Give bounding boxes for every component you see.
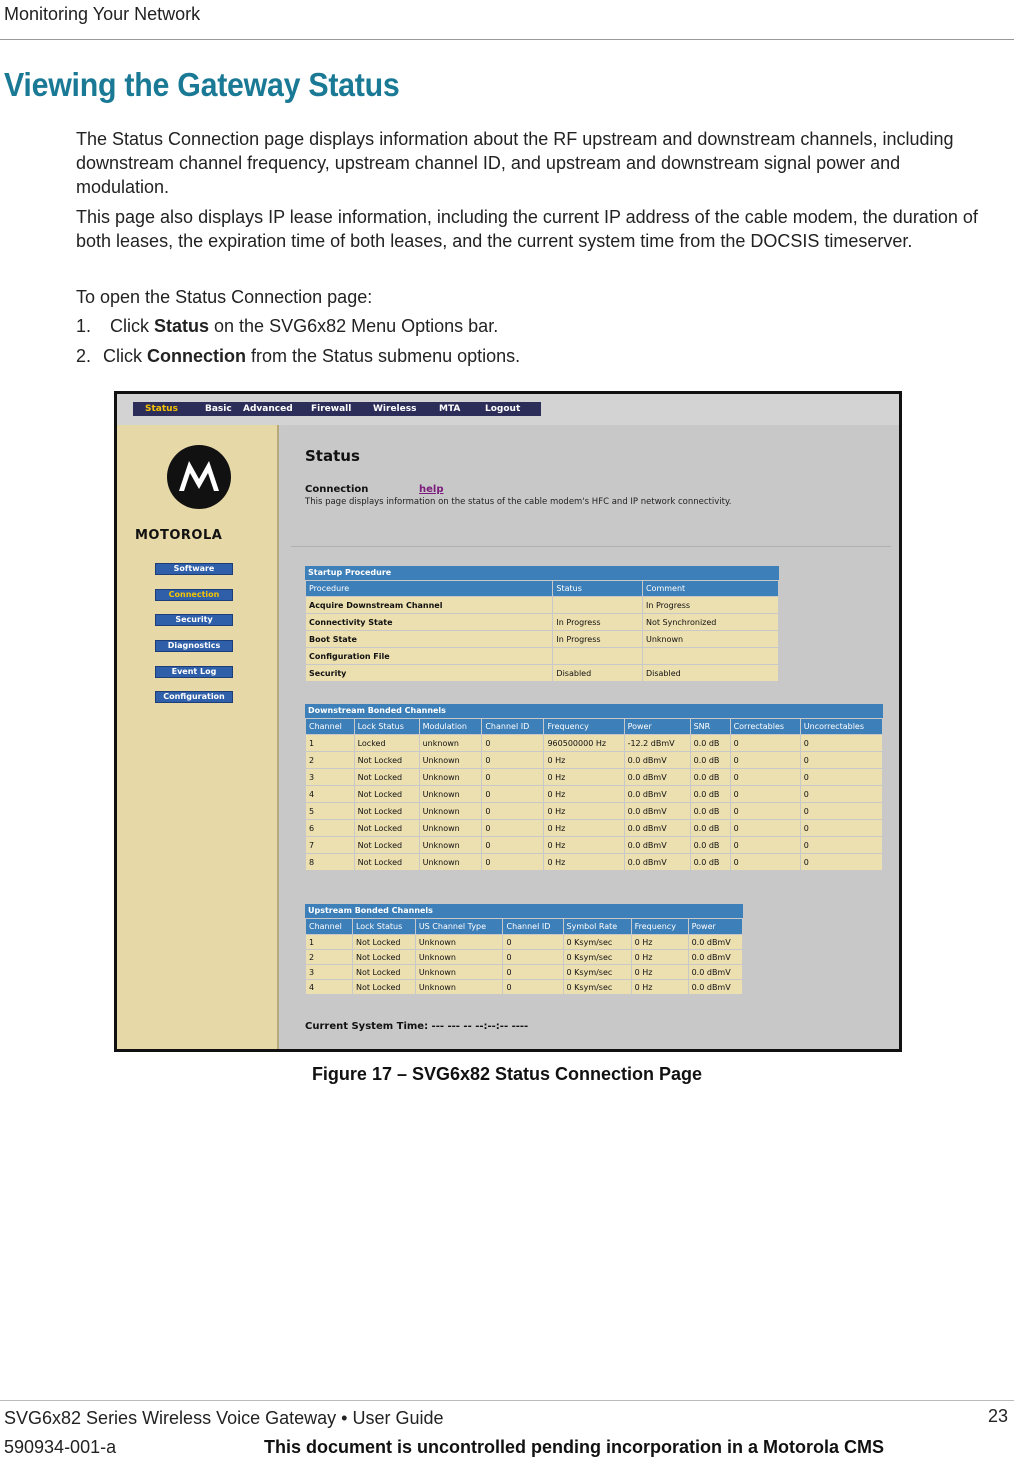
footer-notice: This document is uncontrolled pending incorporation in a Motorola CMS [264,1437,884,1457]
table-cell: Not Locked [353,980,415,994]
nav-software-button[interactable]: Software [155,563,233,575]
table-cell: 0 [503,950,562,964]
table-cell: 3 [306,769,354,785]
table-cell: 0 [801,803,882,819]
table-cell: Unknown [420,803,482,819]
table-cell: 0 Ksym/sec [564,980,631,994]
brand-name: MOTOROLA [135,528,223,543]
step-text-bold: Connection [147,346,246,366]
table-cell: 0.0 dB [691,837,730,853]
table-cell: 0.0 dBmV [689,950,742,964]
table-cell: 0 [482,769,543,785]
column-header: Channel ID [482,719,543,734]
table-cell: 0 [731,837,800,853]
table-title: Upstream Bonded Channels [305,904,743,918]
menu-logout[interactable]: Logout [485,404,521,414]
table-cell: Unknown [416,950,503,964]
table-cell: Unknown [416,935,503,949]
system-time: Current System Time: --- --- -- --:--:-- ---- [305,1021,529,1032]
left-navigation [117,425,279,1052]
step-number: 2. [76,346,92,366]
table-cell: 0.0 dB [691,735,730,751]
page-description: This page displays information on the status of the cable modem's HFC and IP network connectivity. [305,497,732,507]
table-row [306,803,882,819]
table-cell: 2 [306,950,352,964]
table-row [306,950,742,964]
table-cell: In Progress [643,597,778,613]
table-row [306,965,742,979]
table-cell: 0 [503,965,562,979]
table-cell: 0 [482,820,543,836]
table-cell: Unknown [420,769,482,785]
table-row [306,980,742,994]
column-header: Channel [306,919,352,934]
table-header-row [306,581,778,596]
table-cell: Boot State [306,631,552,647]
table-header-row [306,919,742,934]
column-header: Uncorrectables [801,719,882,734]
table-title: Downstream Bonded Channels [305,704,883,718]
table-cell: Not Synchronized [643,614,778,630]
header-rule [0,39,1014,40]
column-header: Procedure [306,581,552,596]
table-header-row [306,719,882,734]
table-cell: Unknown [420,820,482,836]
table-cell: 0.0 dB [691,752,730,768]
table-cell: 0 [801,752,882,768]
table-cell: Connectivity State [306,614,552,630]
table-cell: 0.0 dBmV [689,935,742,949]
table-row [306,648,778,664]
column-header: Symbol Rate [564,919,631,934]
table-cell: 0 [801,854,882,870]
status-connection-screenshot [114,391,902,1052]
table-cell: 0 Hz [544,854,623,870]
motorola-logo-icon [167,445,231,509]
table-cell: Not Locked [353,935,415,949]
downstream-channels-table [305,704,883,871]
column-header: Channel [306,719,354,734]
menu-wireless[interactable]: Wireless [373,404,417,414]
paragraph-3: To open the Status Connection page: [76,287,373,307]
column-header: Channel ID [503,919,562,934]
table-cell: 0 [731,786,800,802]
table-cell: 0 [482,752,543,768]
column-header: Lock Status [353,919,415,934]
menu-options-bar [133,402,541,416]
table-cell: 0.0 dB [691,803,730,819]
paragraph-1: The Status Connection page displays information about the RF upstream and downstream channels, including downstream channel frequency, upstream channel ID, and upstream and downstream signal power and modulation. [76,129,954,197]
table-cell: 0 Hz [632,965,688,979]
table-cell: 0.0 dB [691,854,730,870]
table-cell: Unknown [416,980,503,994]
table-cell: 0 [731,769,800,785]
table-row [306,614,778,630]
table-cell: 0.0 dBmV [625,786,690,802]
nav-diagnostics-button[interactable]: Diagnostics [155,640,233,652]
table-cell: 0 [731,820,800,836]
step-text-pre: Click [103,346,147,366]
table-cell: unknown [420,735,482,751]
menu-advanced[interactable]: Advanced [243,404,293,414]
table-cell: Not Locked [355,820,419,836]
table-cell: 0 Ksym/sec [564,950,631,964]
column-header: Modulation [420,719,482,734]
table-cell: 0 [731,854,800,870]
table-row [306,935,742,949]
table-cell: Configuration File [306,648,552,664]
nav-security-button[interactable]: Security [155,614,233,626]
table-cell: Unknown [420,752,482,768]
table-row [306,820,882,836]
table-cell: 4 [306,980,352,994]
menu-firewall[interactable]: Firewall [311,404,352,414]
table-cell: 0 Hz [544,769,623,785]
table-cell: Not Locked [355,752,419,768]
table-cell: Locked [355,735,419,751]
step-text-bold: Status [154,316,210,336]
table-cell [553,597,642,613]
table-cell: 7 [306,837,354,853]
step-text-post: on the SVG6x82 Menu Options bar. [209,316,499,336]
table-cell: Disabled [643,665,778,681]
table-row [306,735,882,751]
table-cell: 0 [482,803,543,819]
table-cell: 0 Hz [544,786,623,802]
footer-doc-id: 590934-001-a [4,1437,117,1457]
column-header: US Channel Type [416,919,503,934]
table-cell: 0 Hz [632,950,688,964]
table-title: Startup Procedure [305,566,779,580]
table-cell: Disabled [553,665,642,681]
page-heading: Status [305,447,360,465]
upstream-channels-table [305,904,743,995]
menu-status[interactable]: Status [145,404,178,414]
table-cell: Not Locked [353,950,415,964]
table-cell: 0.0 dBmV [689,965,742,979]
table-cell: Acquire Downstream Channel [306,597,552,613]
step-number: 1. [76,316,92,336]
table-cell: -12.2 dBmV [625,735,690,751]
nav-event-log-button[interactable]: Event Log [155,666,233,678]
table-cell: Unknown [416,965,503,979]
table-cell: 3 [306,965,352,979]
table-row [306,769,882,785]
paragraph-2: This page also displays IP lease information, including the current IP address of the cable modem, the duration of both leases, the expiration time of both leases, and the current system time from the DOCSIS timeserver. [76,207,978,251]
step-2 [76,344,520,368]
column-header: Status [553,581,642,596]
table-cell: 0 Hz [544,820,623,836]
content-divider [291,546,891,547]
table-cell: 0.0 dBmV [689,980,742,994]
startup-procedure-table [305,566,779,682]
table-cell: Not Locked [355,854,419,870]
table-cell: Unknown [420,786,482,802]
table-cell: 960500000 Hz [544,735,623,751]
table-cell: 0.0 dB [691,769,730,785]
figure-caption: Figure 17 – SVG6x82 Status Connection Page [311,1064,703,1084]
footer-guide-title: SVG6x82 Series Wireless Voice Gateway • User Guide [4,1408,444,1428]
menu-bar [117,394,899,425]
column-header: Power [625,719,690,734]
table-cell: Security [306,665,552,681]
table-cell: 0 Hz [632,935,688,949]
table-cell: 0 Hz [544,803,623,819]
column-header: Comment [643,581,778,596]
table-cell: 0 [503,980,562,994]
table-cell: 0 Hz [632,980,688,994]
step-1 [76,314,498,338]
content-area [281,425,899,1052]
table-row [306,786,882,802]
table-cell [643,648,778,664]
table-cell: 2 [306,752,354,768]
table-cell: Unknown [420,837,482,853]
table-cell: 0 [731,735,800,751]
table-cell: 0.0 dBmV [625,752,690,768]
step-text-pre: Click [110,316,154,336]
table-cell: 0.0 dBmV [625,803,690,819]
table-cell: 0.0 dBmV [625,854,690,870]
table-cell: 0 [503,935,562,949]
table-cell: 0 [801,786,882,802]
table-cell: 0 [482,837,543,853]
table-row [306,665,778,681]
table-cell: Not Locked [353,965,415,979]
table-cell: 1 [306,735,354,751]
table-cell [553,648,642,664]
table-cell: Unknown [643,631,778,647]
table-cell: 0.0 dB [691,786,730,802]
table-cell: 6 [306,820,354,836]
table-row [306,752,882,768]
table-cell: 0.0 dBmV [625,769,690,785]
table-cell: 4 [306,786,354,802]
table-cell: 0 Ksym/sec [564,935,631,949]
table-cell: 8 [306,854,354,870]
column-header: Frequency [632,919,688,934]
table-cell: 0 Hz [544,752,623,768]
step-text-post: from the Status submenu options. [246,346,521,366]
column-header: Lock Status [355,719,419,734]
table-cell: Not Locked [355,769,419,785]
table-row [306,597,778,613]
section-title: Viewing the Gateway Status [4,66,400,103]
table-cell: Not Locked [355,786,419,802]
table-row [306,854,882,870]
table-cell: 0.0 dB [691,820,730,836]
help-link[interactable]: help [419,484,444,495]
table-cell: Not Locked [355,803,419,819]
table-cell: Not Locked [355,837,419,853]
table-cell: 0 [801,735,882,751]
table-cell: 0.0 dBmV [625,820,690,836]
page-number: 23 [987,1406,1008,1426]
table-cell: 0 [731,803,800,819]
running-header: Monitoring Your Network [4,4,201,24]
table-row [306,631,778,647]
table-cell: 5 [306,803,354,819]
table-cell: 0 Ksym/sec [564,965,631,979]
table-cell: 0 [801,837,882,853]
table-cell: 0.0 dBmV [625,837,690,853]
table-row [306,837,882,853]
menu-mta[interactable]: MTA [439,404,461,414]
nav-connection-button[interactable]: Connection [155,589,233,601]
table-cell: 0 [801,769,882,785]
column-header: Frequency [544,719,623,734]
footer-rule [0,1400,1014,1401]
table-cell: 0 [482,854,543,870]
nav-configuration-button[interactable]: Configuration [155,691,233,703]
table-cell: Unknown [420,854,482,870]
table-cell: 0 [482,735,543,751]
column-header: Power [689,919,742,934]
table-cell: 0 Hz [544,837,623,853]
table-cell: 0 [801,820,882,836]
table-cell: 0 [731,752,800,768]
table-cell: 1 [306,935,352,949]
column-header: SNR [691,719,730,734]
column-header: Correctables [731,719,800,734]
table-cell: In Progress [553,631,642,647]
connection-label: Connection [305,484,369,495]
menu-basic[interactable]: Basic [205,404,232,414]
table-cell: 0 [482,786,543,802]
table-cell: In Progress [553,614,642,630]
